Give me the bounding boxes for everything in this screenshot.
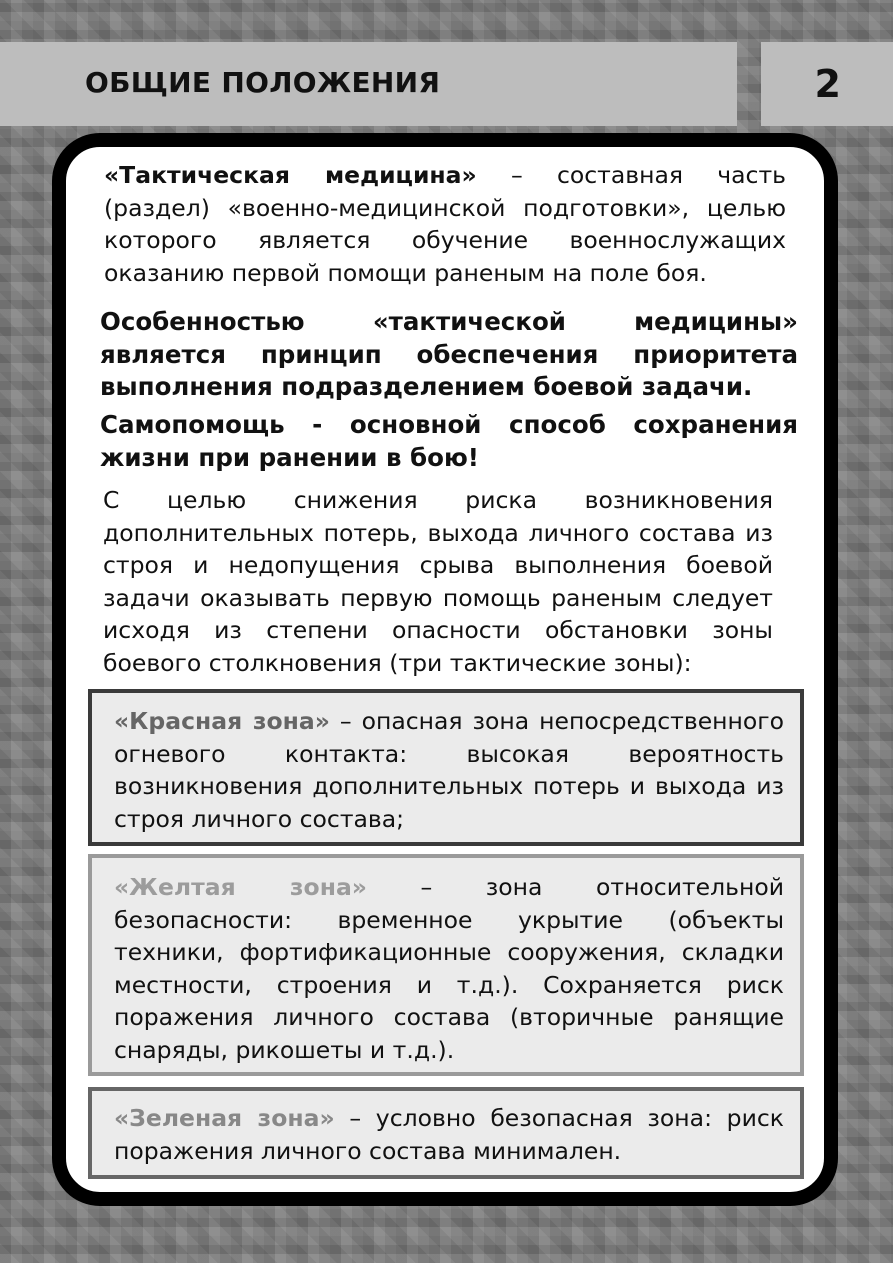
red-zone-text: [114, 705, 784, 835]
feature-paragraph: Особенностью «тактической медицины» является принцип обеспечения приоритета выполнения подразделением боевой задачи.: [100, 307, 798, 401]
green-zone-description: – условно безопасная зона: риск поражения личного состава минимален.: [114, 1104, 784, 1165]
intro-text: – составная часть (раздел) «военно-медицинской подготовки», целью которого является обучение военнослужащих оказанию первой помощи раненым на поле боя.: [104, 161, 787, 287]
green-zone-term: «Зеленая зона»: [114, 1104, 335, 1132]
self-help-paragraph: Самопомощь - основной способ сохранения жизни при ранении в бою!: [100, 410, 798, 472]
yellow-zone-box: [88, 854, 804, 1076]
intro-paragraph: [104, 159, 786, 289]
yellow-zone-description: – зона относительной безопасности: временное укрытие (объекты техники, фортификационные сооружения, складки местности, строения и т.д.). Сохраняется риск поражения личного состава (вторичные ранящие снаряды, рикошеты и т.д.).: [114, 873, 784, 1064]
yellow-zone-text: [114, 871, 784, 1066]
green-zone-text: [114, 1102, 784, 1167]
yellow-zone-term: «Желтая зона»: [114, 873, 367, 901]
red-zone-term: «Красная зона»: [114, 707, 330, 735]
zones-intro-paragraph: С целью снижения риска возникновения дополнительных потерь, выхода личного состава из строя и недопущения срыва выполнения боевой задачи оказывать первую помощь раненым следует исходя из степени опасности обстановки зоны боевого столкновения (три тактические зоны):: [103, 486, 773, 677]
page-number: 2: [814, 62, 841, 106]
red-zone-description: – опасная зона непосредственного огневого контакта: высокая вероятность возникновения дополнительных потерь и выхода из строя личного состава;: [114, 707, 784, 833]
green-zone-box: [88, 1087, 804, 1179]
red-zone-box: [88, 689, 804, 846]
intro-term: «Тактическая медицина»: [104, 161, 477, 189]
page-title: ОБЩИЕ ПОЛОЖЕНИЯ: [85, 66, 441, 99]
